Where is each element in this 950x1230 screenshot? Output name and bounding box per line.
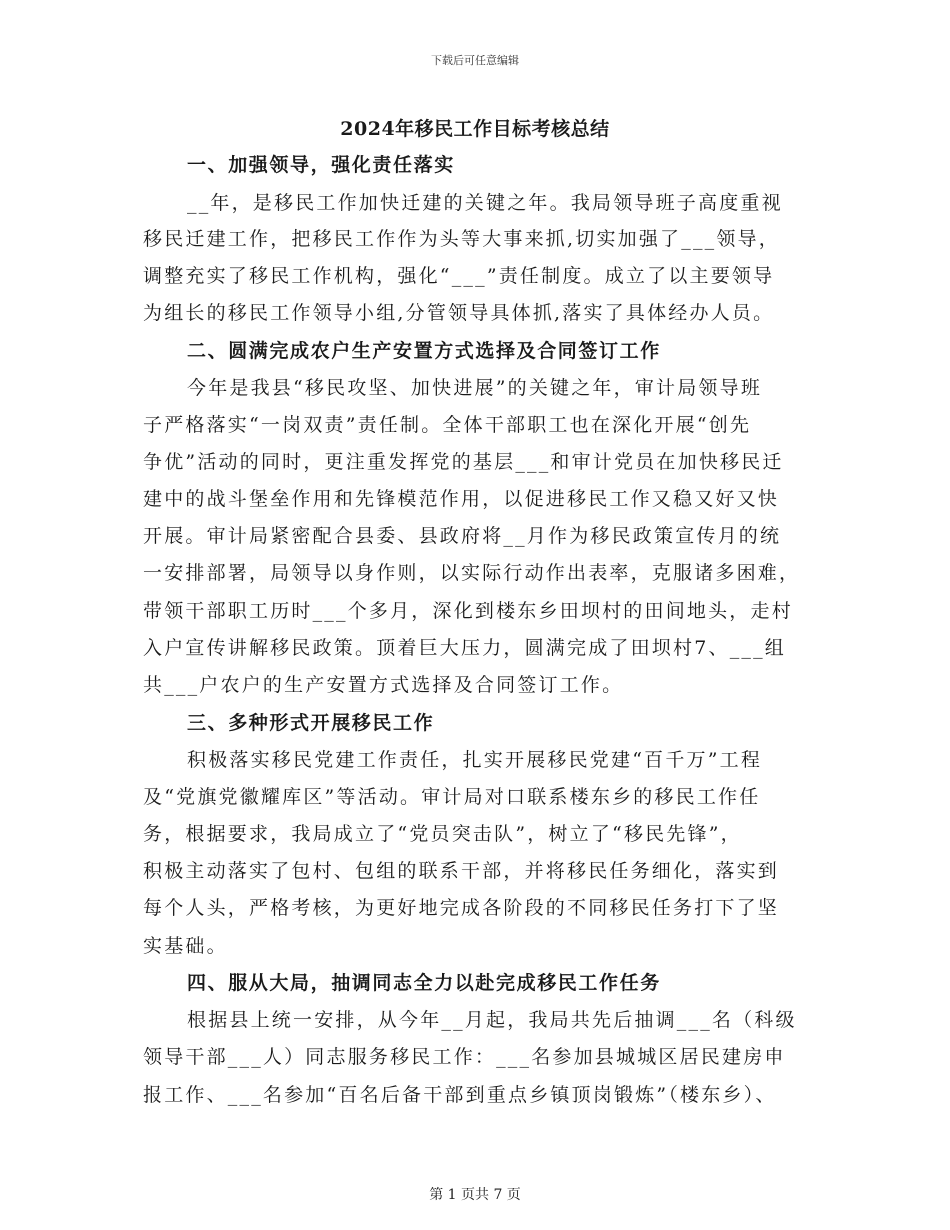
paragraph-line: 建中的战斗堡垒作用和先锋模范作用，以促进移民工作又稳又好又快 [143,488,780,510]
paragraph-line: 根据县上统一安排，从今年__月起，我局共先后抽调___名（科级 [187,1009,797,1031]
paragraph-line: 务，根据要求，我局成立了“党员突击队”，树立了“移民先锋”， [143,823,742,845]
paragraph-line: 报工作、___名参加“百名后备干部到重点乡镇顶岗锻炼”（楼东乡）、 [143,1084,777,1106]
section-heading: 一、加强领导，强化责任落实 [187,154,455,176]
paragraph-line: 开展。审计局紧密配合县委、县政府将__月作为移民政策宣传月的统 [143,525,782,547]
paragraph-line: 积极落实移民党建工作责任，扎实开展移民党建“百千万”工程 [187,749,763,771]
paragraph-line: 今年是我县“移民攻坚、加快进展”的关键之年，审计局领导班 [187,377,763,399]
paragraph-line: 共___户农户的生产安置方式选择及合同签订工作。 [143,674,624,696]
paragraph-line: 调整充实了移民工作机构，强化“___”责任制度。成立了以主要领导 [143,265,775,287]
paragraph-line: 入户宣传讲解移民政策。顶着巨大压力，圆满完成了田坝村7、___组 [143,637,786,659]
paragraph-line: __年，是移民工作加快迁建的关键之年。我局领导班子高度重视 [187,192,783,214]
paragraph-line: 领导干部___人）同志服务移民工作：___名参加县城城区居民建房申 [143,1046,786,1068]
paragraph-line: 子严格落实“一岗双责”责任制。全体干部职工也在深化开展“创先 [143,414,752,436]
paragraph-line: 为组长的移民工作领导小组,分管领导具体抓,落实了具体经办人员。 [143,302,775,324]
page-header: 下载后可任意编辑 [431,54,519,67]
paragraph-line: 实基础。 [143,935,228,957]
paragraph-line: 及“党旗党徽耀库区”等活动。审计局对口联系楼东乡的移民工作任 [143,786,761,808]
section-heading: 二、圆满完成农户生产安置方式选择及合同签订工作 [187,340,661,362]
paragraph-line: 每个人头，严格考核，为更好地完成各阶段的不同移民任务打下了坚 [143,897,780,919]
document-title: 2024年移民工作目标考核总结 [340,118,610,140]
paragraph-line: 移民迁建工作，把移民工作作为头等大事来抓,切实加强了___领导， [143,228,780,250]
paragraph-line: 争优”活动的同时，更注重发挥党的基层___和审计党员在加快移民迁 [143,451,784,473]
section-heading: 三、多种形式开展移民工作 [187,712,435,734]
paragraph-line: 带领干部职工历时___个多月，深化到楼东乡田坝村的田间地头，走村 [143,600,793,622]
section-heading: 四、服从大局，抽调同志全力以赴完成移民工作任务 [187,972,661,994]
paragraph-line: 积极主动落实了包村、包组的联系干部，并将移民任务细化，落实到 [143,860,780,882]
paragraph-line: 一安排部署，局领导以身作则，以实际行动作出表率，克服诸多困难， [143,562,801,584]
page-footer: 第 1 页共 7 页 [429,1187,521,1203]
